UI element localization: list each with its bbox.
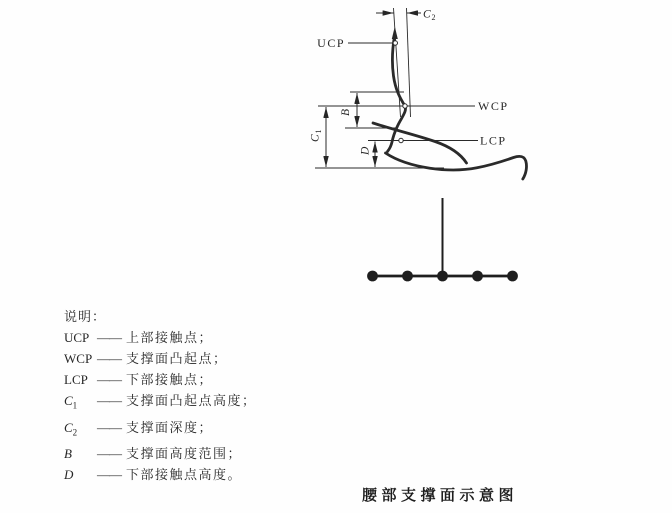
legend-item-b xyxy=(64,443,257,464)
svg-text:2: 2 xyxy=(431,13,436,22)
legend-symbol: B xyxy=(64,446,72,462)
d-label xyxy=(360,146,372,156)
legend-desc: 支撑面凸起点； xyxy=(126,351,228,366)
legend-item-c1 xyxy=(64,390,257,417)
legend-symbol: D xyxy=(64,467,74,483)
legend-dash: —— xyxy=(97,446,121,462)
legend-symbol: WCP xyxy=(64,351,93,366)
c2-label xyxy=(423,9,436,23)
legend-item-d xyxy=(64,464,257,485)
figure-title: 腰部支撑面示意图 xyxy=(361,487,518,504)
seat-profile-diagram xyxy=(315,8,526,179)
legend-symbol: $C_1$ xyxy=(64,393,78,411)
svg-text:C: C xyxy=(309,134,322,142)
lower-seat-curve xyxy=(386,153,527,179)
svg-text:1: 1 xyxy=(314,129,323,134)
legend-item-wcp xyxy=(64,348,257,369)
b-label xyxy=(340,109,352,116)
legend-desc: 下部接触点； xyxy=(126,372,214,387)
legend-item-ucp xyxy=(64,327,257,348)
svg-text:C: C xyxy=(423,8,431,21)
legend-symbol: UCP xyxy=(64,330,90,345)
legend-heading: 说明： xyxy=(64,309,107,324)
legend-dash: —— xyxy=(97,419,121,435)
ucp-point xyxy=(393,41,397,45)
legend-symbol: LCP xyxy=(64,372,88,387)
c1-label xyxy=(310,130,324,143)
legend-item-c2 xyxy=(64,417,257,444)
lcp-label: LCP xyxy=(480,133,507,148)
legend-dash: —— xyxy=(97,351,121,366)
legend-item-lcp xyxy=(64,369,257,390)
legend-desc: 支撑面高度范围； xyxy=(126,446,243,462)
legend-desc: 上部接触点； xyxy=(126,330,214,345)
legend xyxy=(64,306,257,485)
svg-text:B: B xyxy=(340,108,352,116)
legend-symbol: $C_2$ xyxy=(64,419,78,438)
svg-text:D: D xyxy=(359,146,372,155)
ucp-label: UCP xyxy=(317,36,345,50)
legend-desc: 支撑面深度； xyxy=(126,419,214,435)
legend-desc: 支撑面凸起点高度； xyxy=(126,393,257,408)
legend-dash: —— xyxy=(97,467,121,483)
upper-seat-curve xyxy=(373,123,467,163)
legend-dash: —— xyxy=(97,330,121,345)
wcp-label: WCP xyxy=(478,99,509,113)
lcp-point xyxy=(399,138,403,142)
legend-dash: —— xyxy=(97,393,121,408)
measurement-probe-figure xyxy=(367,198,518,281)
wcp-point xyxy=(403,104,407,108)
legend-desc: 下部接触点高度。 xyxy=(126,467,243,483)
backrest-top-arrowhead xyxy=(392,27,398,40)
legend-dash: —— xyxy=(97,372,121,387)
